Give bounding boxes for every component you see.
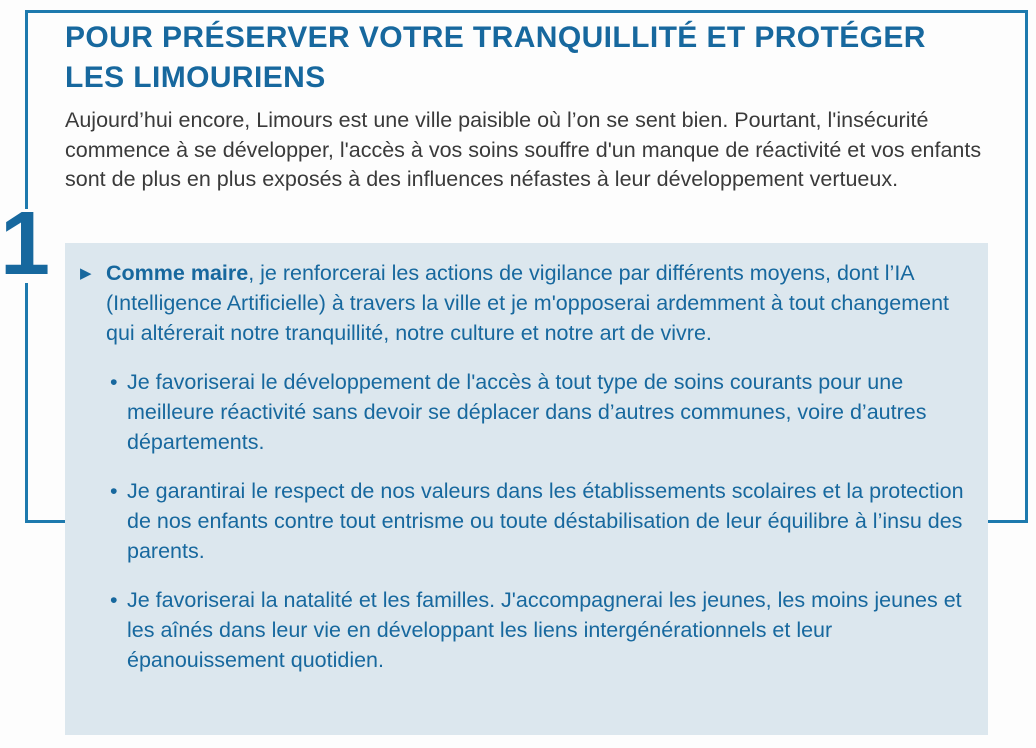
highlight-panel xyxy=(65,243,988,735)
lead-bold-text: Comme maire xyxy=(106,261,249,285)
dot-bullet-icon: • xyxy=(110,479,118,503)
lead-rest-text: , je renforcerai les actions de vigilance par différents moyens, dont l’IA (Intelligence Artificielle) à travers la ville et je m'opposerai ardemment à tout changement qui altérerait notre tranquillité, notre culture et notre art de vivre. xyxy=(106,261,950,345)
section-title: POUR PRÉSERVER VOTRE TRANQUILLITÉ ET PROTÉGER LES LIMOURIENS xyxy=(65,21,926,94)
triangle-bullet-icon: ▶ xyxy=(80,265,92,282)
list-item-text: Je garantirai le respect de nos valeurs dans les établissements scolaires et la protection de nos enfants contre tout entrisme ou toute déstabilisation de leur équilibre à l’insu des parents. xyxy=(127,479,964,563)
list-item-text: Je favoriserai la natalité et les familles. J'accompagnerai les jeunes, les moins jeunes et les aînés dans leur vie en développant les liens intergénérationnels et leur épanouissement quotidien. xyxy=(127,588,962,672)
dot-bullet-icon: • xyxy=(110,588,118,612)
list-item-text: Je favoriserai le développement de l'accès à tout type de soins courants pour une meilleure réactivité sans devoir se déplacer dans d’autres communes, voire d’autres départements. xyxy=(127,370,927,454)
section-number: 1 xyxy=(0,194,49,294)
lead-paragraph-row xyxy=(80,258,968,348)
dot-bullet-icon: • xyxy=(110,370,118,394)
lead-paragraph xyxy=(106,258,968,348)
intro-paragraph: Aujourd’hui encore, Limours est une ville paisible où l’on se sent bien. Pourtant, l'insécurité commence à se développer, l'accès à vos soins souffre d'un manque de réactivité et vos enfants sont de plus en plus exposés à des influences néfastes à leur développement vertueux. xyxy=(65,108,982,191)
list-item xyxy=(110,476,968,566)
list-item xyxy=(110,367,968,457)
commitment-list xyxy=(80,367,968,675)
list-item xyxy=(110,585,968,675)
